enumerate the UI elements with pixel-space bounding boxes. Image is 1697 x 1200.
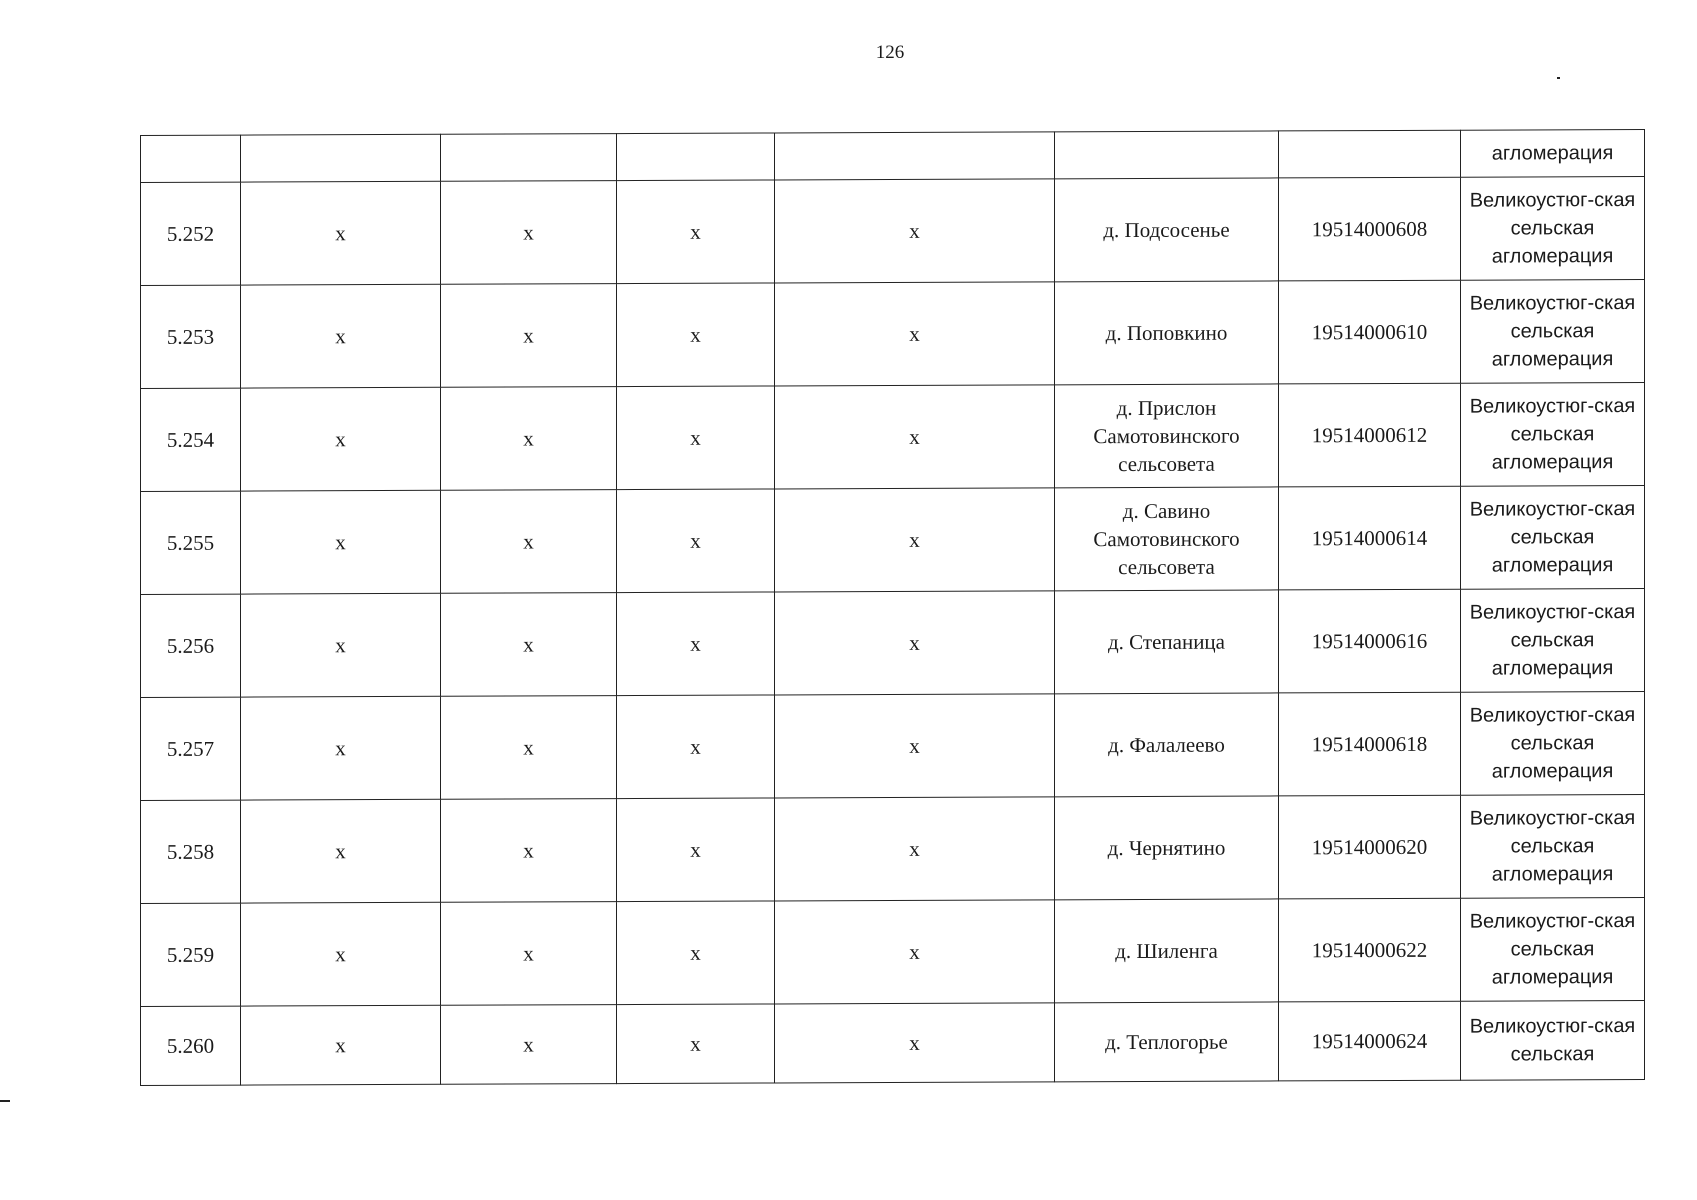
cell-empty <box>141 135 241 182</box>
cell-number: 5.256 <box>141 594 241 697</box>
table-row <box>141 176 1645 285</box>
cell-x: x <box>441 696 617 800</box>
table-row-continuation <box>141 129 1645 182</box>
cell-oktmo-code: 19514000624 <box>1279 1001 1461 1081</box>
cell-agglomeration: Великоустюг-ская сельская агломерация <box>1461 691 1645 795</box>
cell-x: x <box>617 695 775 799</box>
cell-number: 5.260 <box>141 1006 241 1085</box>
cell-settlement: д. Чернятино <box>1055 796 1279 900</box>
cell-empty <box>1279 130 1461 178</box>
cell-x: x <box>441 799 617 903</box>
cell-x: x <box>775 179 1055 283</box>
table-body <box>141 129 1645 1085</box>
cell-x: x <box>241 1005 441 1085</box>
cell-settlement: д. Подсосенье <box>1055 178 1279 282</box>
cell-x: x <box>617 1004 775 1084</box>
scan-speck <box>1557 77 1560 79</box>
settlements-table <box>140 129 1645 1086</box>
cell-number: 5.254 <box>141 388 241 491</box>
cell-settlement: д. Степаница <box>1055 590 1279 694</box>
cell-x: x <box>441 284 617 388</box>
cell-x: x <box>617 592 775 696</box>
cell-x: x <box>617 180 775 284</box>
cell-agglomeration: Великоустюг-ская сельская агломерация <box>1461 176 1645 280</box>
cell-x: x <box>775 385 1055 489</box>
cell-x: x <box>441 181 617 285</box>
cell-x: x <box>617 386 775 490</box>
cell-settlement: д. Савино Самотовинского сельсовета <box>1055 487 1279 591</box>
cell-agglomeration: Великоустюг-ская сельская агломерация <box>1461 588 1645 692</box>
cell-agglomeration: Великоустюг-ская сельская агломерация <box>1461 897 1645 1001</box>
cell-empty <box>1055 131 1279 179</box>
cell-x: x <box>241 181 441 285</box>
cell-x: x <box>441 593 617 697</box>
cell-number: 5.253 <box>141 285 241 388</box>
cell-x: x <box>241 902 441 1006</box>
cell-oktmo-code: 19514000616 <box>1279 589 1461 693</box>
cell-x: x <box>617 798 775 902</box>
cell-settlement: д. Прислон Самотовинского сельсовета <box>1055 384 1279 488</box>
margin-dash <box>0 1100 10 1102</box>
cell-agglomeration: Великоустюг-ская сельская <box>1461 1000 1645 1080</box>
cell-x: x <box>241 799 441 903</box>
cell-oktmo-code: 19514000620 <box>1279 795 1461 899</box>
cell-settlement: д. Теплогорье <box>1055 1002 1279 1082</box>
table-row <box>141 897 1645 1006</box>
cell-agglomeration: агломерация <box>1461 129 1645 177</box>
cell-oktmo-code: 19514000618 <box>1279 692 1461 796</box>
cell-x: x <box>241 284 441 388</box>
cell-number: 5.252 <box>141 182 241 285</box>
cell-x: x <box>775 1003 1055 1083</box>
cell-oktmo-code: 19514000610 <box>1279 280 1461 384</box>
cell-x: x <box>617 489 775 593</box>
cell-settlement: д. Шиленга <box>1055 899 1279 1003</box>
cell-x: x <box>241 490 441 594</box>
cell-x: x <box>441 387 617 491</box>
cell-x: x <box>775 797 1055 901</box>
table-row <box>141 279 1645 388</box>
cell-empty <box>775 132 1055 180</box>
cell-agglomeration: Великоустюг-ская сельская агломерация <box>1461 794 1645 898</box>
table-row <box>141 382 1645 491</box>
table-row <box>141 588 1645 697</box>
cell-x: x <box>775 282 1055 386</box>
cell-x: x <box>441 1005 617 1085</box>
cell-agglomeration: Великоустюг-ская сельская агломерация <box>1461 485 1645 589</box>
table-row <box>141 485 1645 594</box>
table-row <box>141 794 1645 903</box>
cell-number: 5.255 <box>141 491 241 594</box>
cell-agglomeration: Великоустюг-ская сельская агломерация <box>1461 279 1645 383</box>
cell-number: 5.257 <box>141 697 241 800</box>
cell-x: x <box>241 387 441 491</box>
cell-x: x <box>441 902 617 1006</box>
cell-oktmo-code: 19514000612 <box>1279 383 1461 487</box>
cell-x: x <box>775 900 1055 1004</box>
cell-x: x <box>617 901 775 1005</box>
table-row <box>141 691 1645 800</box>
page-number: 126 <box>875 42 905 63</box>
cell-number: 5.258 <box>141 800 241 903</box>
cell-x: x <box>775 488 1055 592</box>
cell-x: x <box>241 696 441 800</box>
cell-x: x <box>617 283 775 387</box>
cell-oktmo-code: 19514000614 <box>1279 486 1461 590</box>
cell-settlement: д. Фалалеево <box>1055 693 1279 797</box>
table-row <box>141 1000 1645 1085</box>
cell-x: x <box>441 490 617 594</box>
cell-empty <box>441 134 617 182</box>
cell-settlement: д. Поповкино <box>1055 281 1279 385</box>
cell-x: x <box>775 694 1055 798</box>
cell-x: x <box>775 591 1055 695</box>
cell-agglomeration: Великоустюг-ская сельская агломерация <box>1461 382 1645 486</box>
cell-empty <box>617 133 775 181</box>
cell-x: x <box>241 593 441 697</box>
cell-oktmo-code: 19514000608 <box>1279 177 1461 281</box>
cell-empty <box>241 134 441 182</box>
cell-oktmo-code: 19514000622 <box>1279 898 1461 1002</box>
cell-number: 5.259 <box>141 903 241 1006</box>
